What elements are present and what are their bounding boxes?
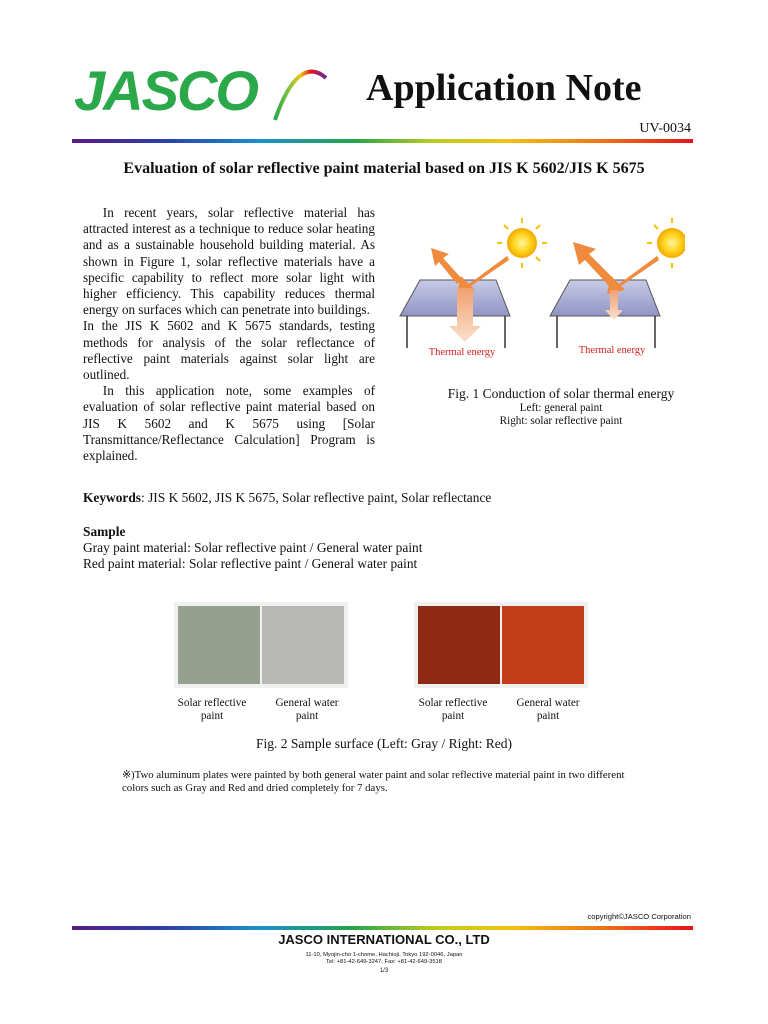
swatch-label: General water paint [516,697,580,722]
figure-1-diagram [395,218,685,378]
company-name: JASCO INTERNATIONAL CO., LTD [278,932,490,947]
thermal-energy-label: Thermal energy [428,347,496,358]
swatch-label: Solar reflective paint [418,697,488,722]
gray-general-swatch [262,606,344,684]
intro-paragraph: In recent years, solar reflective material has attracted interest as a technique to reduce solar heating and as a sustainable household building material. As shown in Figure 1, solar reflective materials have a specific capability to reflect more solar light with higher efficiency. This capability reduces thermal energy on surfaces which can penetrate into buildings. [83,205,375,318]
figure-1-subcaption-left: Left: general paint [519,402,603,414]
sample-line: Gray paint material: Solar reflective paint / General water paint [83,540,423,555]
logo-wordmark: JASCO [74,59,257,122]
red-general-swatch [502,606,584,684]
header-divider [72,139,693,143]
reflected-light-arrow [573,242,615,286]
intro-paragraph: In this application note, some examples of evaluation of solar reflective paint material based on JIS K 5602 and K 5675 using [Solar Transmittance/Reflectance Calculation] Program is explained. [83,383,375,464]
logo-swoosh-icon [275,72,326,120]
document-title: Evaluation of solar reflective paint material based on JIS K 5602/JIS K 5675 [123,160,645,177]
company-phone: Tel: +81-42-649-3247, Fax: +81-42-649-3518 [325,959,443,965]
company-address: 11-10, Myojin-cho 1-chome, Hachioji, Tokyo 192-0046, Japan [305,952,463,958]
keywords-list: : JIS K 5602, JIS K 5675, Solar reflective paint, Solar reflectance [141,490,492,505]
copyright: copyright©JASCO Corporation [587,912,691,921]
intro-paragraph: In the JIS K 5602 and K 5675 standards, testing methods for analysis of the solar reflectance of reflective paint materials against solar light are outlined. [83,318,375,383]
thermal-energy-label: Thermal energy [578,345,646,356]
document-id: UV-0034 [639,121,691,136]
gray-reflective-swatch [178,606,260,684]
sample-line: Red paint material: Solar reflective paint / General water paint [83,556,418,571]
sample-heading: Sample [83,524,126,539]
figure-2-caption: Fig. 2 Sample surface (Left: Gray / Right: Red) [255,736,513,751]
footer-divider [72,926,693,930]
intro-text [83,205,375,464]
page-number: 1/3 [379,968,389,974]
jasco-logo [70,56,330,126]
red-sample-photo [414,602,588,688]
gray-sample-photo [174,602,348,688]
keywords [83,490,491,506]
house-general-paint [400,218,547,358]
page-title: Application Note [366,67,642,109]
figure-1-caption: Fig. 1 Conduction of solar thermal energy [447,386,675,401]
keywords-label: Keywords [83,490,142,505]
house-solar-reflective-paint [550,218,685,356]
red-reflective-swatch [418,606,500,684]
reflected-light-arrow [431,248,463,284]
swatch-label: Solar reflective paint [177,697,247,722]
swatch-label: General water paint [275,697,339,722]
figure-1-subcaption-right: Right: solar reflective paint [499,415,623,427]
sample-note: ※)Two aluminum plates were painted by both general water paint and solar reflective material paint in two different colors such as Gray and Red and dried completely for 7 days. [122,769,625,794]
